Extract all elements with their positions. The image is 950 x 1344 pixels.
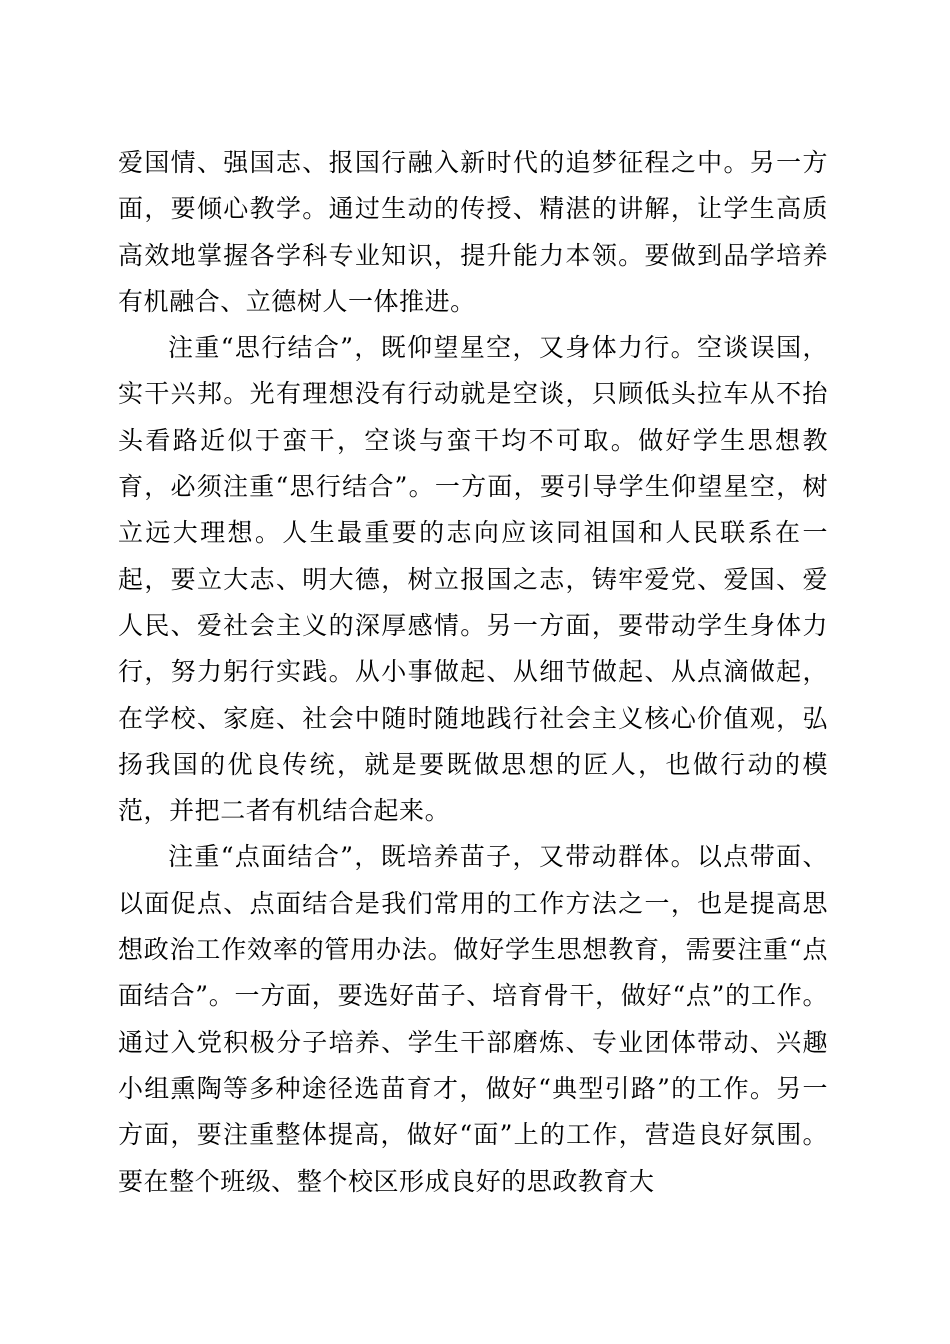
paragraph-thinking-action: 注重“思行结合”，既仰望星空，又身体力行。空谈误国，实干兴邦。光有理想没有行动就是空谈，只顾低头拉车从不抬头看路近似于蛮干，空谈与蛮干均不可取。做好学生思想教育，必须注重“思行结合”。一方面，要引导学生仰望星空，树立远大理想。人生最重要的志向应该同祖国和人民联系在一起，要立大志、明大德，树立报国之志，铸牢爱党、爱国、爱人民、爱社会主义的深厚感情。另一方面，要带动学生身体力行，努力躬行实践。从小事做起、从细节做起、从点滴做起，在学校、家庭、社会中随时随地践行社会主义核心价值观，弘扬我国的优良传统，就是要既做思想的匠人，也做行动的模范，并把二者有机结合起来。 [118,333,828,826]
paragraph-continuation: 爱国情、强国志、报国行融入新时代的追梦征程之中。另一方面，要倾心教学。通过生动的传授、精湛的讲解，让学生高质高效地掌握各学科专业知识，提升能力本领。要做到品学培养有机融合、立德树人一体推进。 [118,148,828,316]
body-text [118,140,828,1205]
paragraph-point-surface: 注重“点面结合”，既培养苗子，又带动群体。以点带面、以面促点、点面结合是我们常用的工作方法之一，也是提高思想政治工作效率的管用办法。做好学生思想教育，需要注重“点面结合”。一方面，要选好苗子、培育骨干，做好“点”的工作。通过入党积极分子培养、学生干部磨炼、专业团体带动、兴趣小组熏陶等多种途径选苗育才，做好“典型引路”的工作。另一方面，要注重整体提高，做好“面”上的工作，营造良好氛围。要在整个班级、整个校区形成良好的思政教育大 [118,842,828,1196]
